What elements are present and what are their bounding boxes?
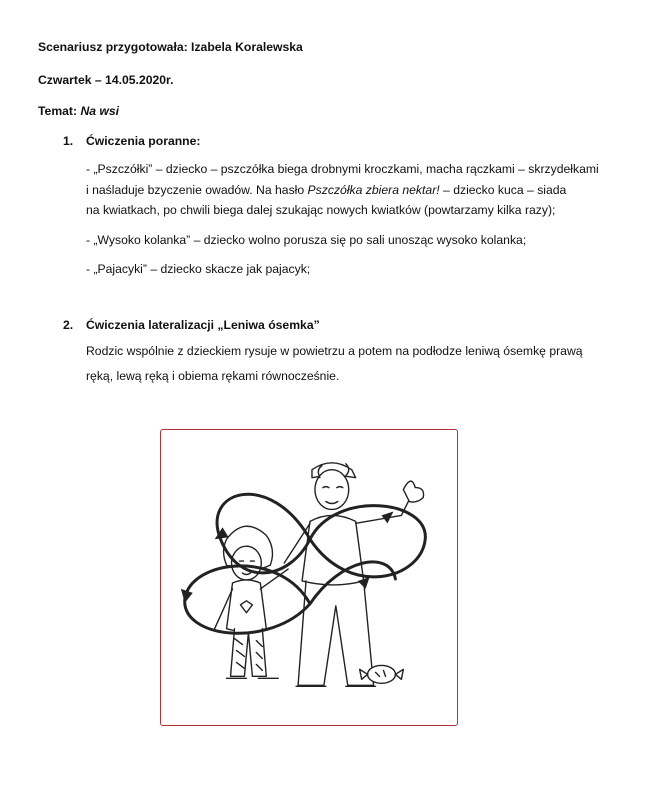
author-line: Scenariusz przygotowała: Izabela Koralewska [38, 40, 303, 54]
section1-p1-line2 [86, 183, 566, 197]
date-line: Czwartek – 14.05.2020r. [38, 73, 174, 87]
arrowheads [181, 511, 394, 602]
p1-line2-end: – dziecko kuca – siada [439, 183, 567, 197]
section1-number: 1. [63, 134, 74, 148]
section1-p3: - „Pajacyki” – dziecko skacze jak pajacyk; [86, 262, 311, 276]
section2-number: 2. [63, 318, 74, 332]
section1-p1-line3: na kwiatkach, po chwili biega dalej szukając nowych kwiatków (powtarzamy kilka razy); [86, 203, 556, 217]
lazy-eight-illustration [161, 430, 457, 725]
topic-line [38, 104, 119, 118]
section2-line1: Rodzic wspólnie z dzieckiem rysuje w powietrzu a potem na podłodze leniwą ósemkę prawą [86, 344, 583, 358]
illustration-frame [160, 429, 458, 726]
p1-line2-italic: Pszczółka zbiera nektar! [307, 183, 440, 197]
candy-doodle [360, 665, 404, 683]
section1-title: Ćwiczenia poranne: [86, 134, 201, 148]
section1-p1-line1: - „Pszczółki” – dziecko – pszczółka biega drobnymi kroczkami, macha rączkami – skrzydełkami [86, 162, 599, 176]
section1-p2: - „Wysoko kolanka” – dziecko wolno porusza się po sali unosząc wysoko kolanka; [86, 233, 527, 247]
section2-line2: ręką, lewą ręką i obiema rękami równocześnie. [86, 369, 340, 383]
topic-label: Temat: [38, 104, 78, 118]
section2-title: Ćwiczenia lateralizacji „Leniwa ósemka” [86, 318, 320, 332]
p1-line2-start: i naśladuje bzyczenie owadów. Na hasło [86, 183, 308, 197]
topic-value: Na wsi [80, 104, 120, 118]
